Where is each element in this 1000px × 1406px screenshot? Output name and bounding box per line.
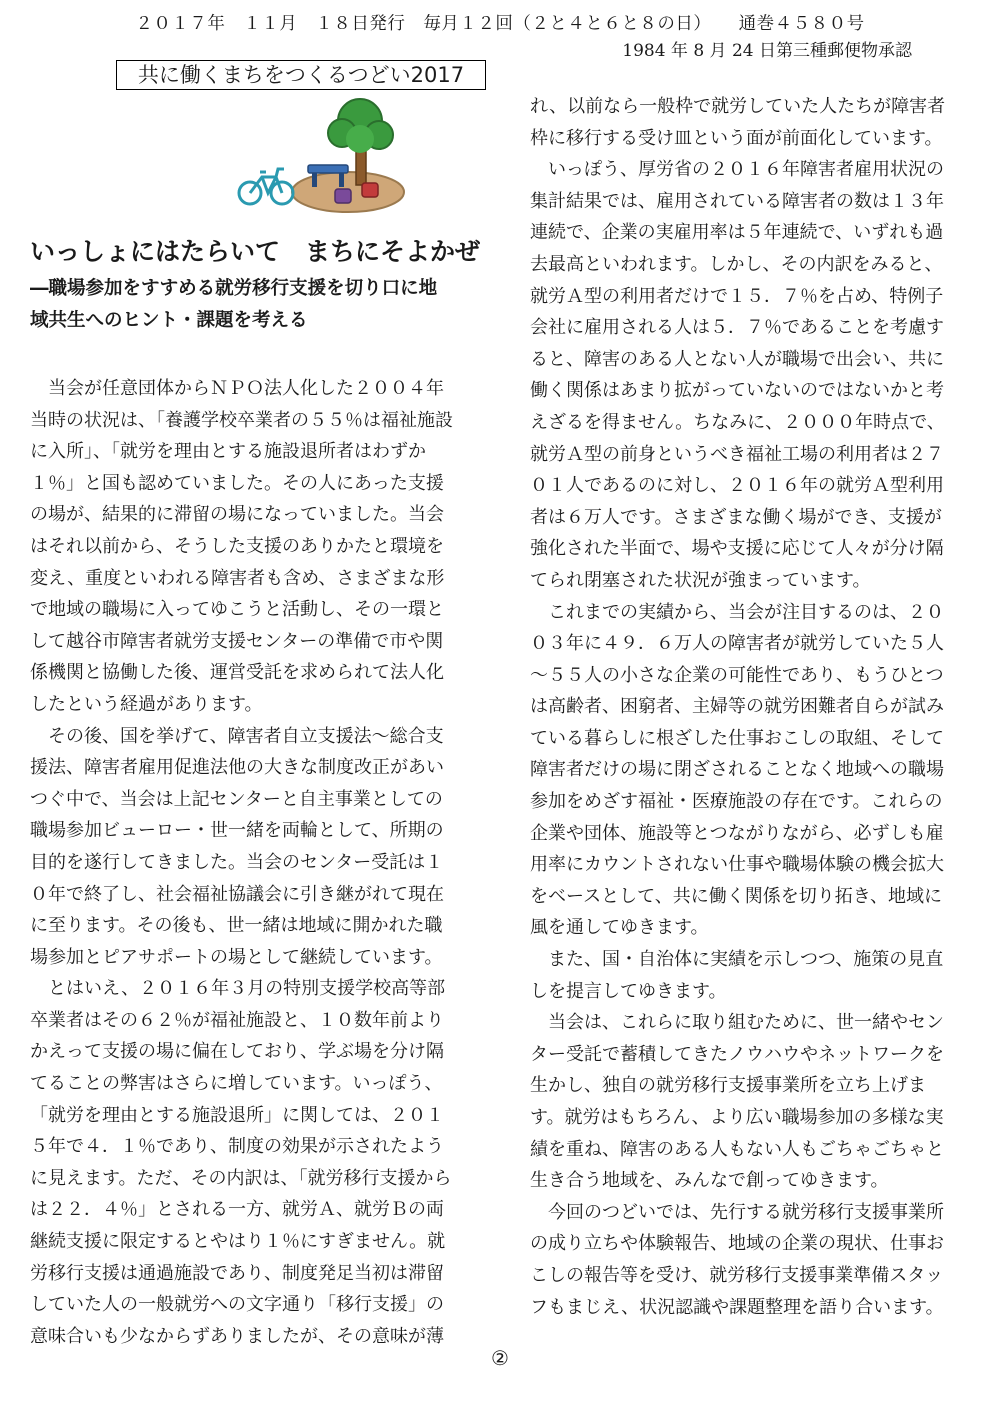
body-text-line: 継続支援に限定するとやはり１％にすぎません。就	[30, 1231, 446, 1253]
body-text-line: 就労Ａ型の前身というべき福祉工場の利用者は２７	[530, 443, 944, 465]
postal-approval: 1984 年 8 月 24 日第三種郵便物承認	[622, 41, 912, 61]
body-text-line: ５年で４．１％であり、制度の効果が示されたよう	[30, 1136, 444, 1158]
body-text-line: 枠に移行する受け皿という面が前面化しています。	[530, 127, 943, 149]
subtitle-line: 域共生へのヒント・課題を考える	[30, 310, 308, 331]
body-text-line: 用率にカウントされない仕事や職場体験の機会拡大	[530, 854, 944, 876]
body-text-line: 働く関係はあまり拡がっていないのではないかと考	[530, 380, 944, 402]
body-text-line: また、国・自治体に実績を示しつつ、施策の見直	[530, 949, 944, 971]
body-text-line: その後、国を挙げて、障害者自立支援法～総合支	[30, 725, 444, 747]
body-text-line: 参加をめざす福祉・医療施設の存在です。これらの	[530, 791, 943, 813]
body-text-line: はそれ以前から、そうした支援のありかたと環境を	[30, 535, 444, 557]
body-text-line: に至ります。その後も、世一緒は地域に開かれた職	[30, 915, 443, 937]
body-text-line: す。就労はもちろん、より広い職場参加の多様な実	[530, 1107, 944, 1128]
body-text-line: れ、以前なら一般枠で就労していた人たちが障害者	[530, 96, 946, 117]
body-text-line: ０年で終了し、社会福祉協議会に引き継がれて現在	[30, 883, 444, 905]
body-text-line: は２２．４％」とされる一方、就労Ａ、就労Ｂの両	[30, 1199, 444, 1221]
body-text-line: 生かし、独自の就労移行支援事業所を立ち上げま	[530, 1075, 926, 1097]
body-text-line: てられ閉塞された状況が強まっています。	[530, 569, 871, 591]
body-text-line: 「就労を理由とする施設退所」に関しては、２０１	[30, 1104, 444, 1126]
park-illustration	[236, 97, 406, 217]
body-text-line: をベースとして、共に働く関係を切り拓き、地域に	[530, 885, 943, 907]
body-text-line: 場参加とピアサポートの場として継続しています。	[30, 946, 443, 968]
body-text-line: 当会が任意団体からＮＰＯ法人化した２００４年	[30, 378, 444, 399]
body-text-line: 係機関と協働した後、運営受託を求められて法人化	[30, 662, 444, 684]
body-text-line: 目的を遂行してきました。当会のセンター受託は１	[30, 851, 444, 873]
body-text-line: １％」と国も認めていました。その人にあった支援	[30, 472, 444, 494]
body-text-line: していた人の一般就労への文字通り「移行支援」の	[30, 1294, 444, 1316]
body-text-line: ０１人であるのに対し、２０１６年の就労Ａ型利用	[530, 475, 944, 497]
article-body-right-column	[530, 91, 980, 1323]
body-text-line: 職場参加ビューロー・世一緒を両輪として、所期の	[30, 820, 444, 842]
body-text-line: フもまじえ、状況認識や課題整理を語り合います。	[530, 1296, 944, 1318]
body-text-line: の成り立ちや体験報告、地域の企業の現状、仕事お	[530, 1233, 944, 1255]
body-text-line: 集計結果では、雇用されている障害者の数は１３年	[530, 190, 944, 212]
body-text-line: 就労Ａ型の利用者だけで１５．７％を占め、特例子	[530, 285, 944, 307]
article-headline: いっしょにはたらいて まちにそよかぜ	[30, 237, 481, 266]
body-text-line: 意味合いも少なからずありましたが、その意味が薄	[30, 1325, 444, 1347]
event-title: 共に働くまちをつくるつどい2017	[116, 60, 486, 90]
body-text-line: に見えます。ただ、その内訳は、「就労移行支援から	[30, 1167, 452, 1189]
body-text-line: に入所」、「就労を理由とする施設退所者はわずか	[30, 441, 426, 463]
body-text-line: 生き合う地域を、みんなで創ってゆきます。	[530, 1170, 889, 1192]
body-text-line: 当時の状況は、「養護学校卒業者の５５％は福祉施設	[30, 409, 453, 431]
body-text-line: こしの報告等を受け、就労移行支援事業準備スタッ	[530, 1264, 944, 1286]
body-text-line: の場が、結果的に滞留の場になっていました。当会	[30, 504, 444, 526]
body-text-line: ～５５人の小さな企業の可能性であり、もうひとつ	[530, 664, 944, 686]
body-text-line: 援法、障害者雇用促進法他の大きな制度改正があい	[30, 757, 444, 779]
body-text-line: ０３年に４９．６万人の障害者が就労していた５人	[530, 633, 944, 655]
body-text-line: ると、障害のある人とない人が職場で出会い、共に	[530, 348, 944, 370]
body-text-line: 変え、重度といわれる障害者も含め、さまざまな形	[30, 567, 445, 589]
body-text-line: とはいえ、２０１６年３月の特別支援学校高等部	[30, 978, 446, 1000]
body-text-line: しを提言してゆきます。	[530, 980, 727, 1002]
body-text-line: 今回のつどいでは、先行する就労移行支援事業所	[530, 1201, 944, 1223]
body-text-line: 障害者だけの場に閉ざされることなく地域への職場	[530, 759, 944, 781]
body-text-line: 企業や団体、施設等とつながりながら、必ずしも雇	[530, 822, 944, 844]
body-text-line: で地域の職場に入ってゆこうと活動し、その一環と	[30, 599, 444, 621]
body-text-line: は高齢者、困窮者、主婦等の就労困難者自らが試み	[530, 696, 944, 718]
body-text-line: つぐ中で、当会は上記センターと自主事業としての	[30, 788, 443, 810]
body-text-line: ている暮らしに根ざした仕事おこしの取組、そして	[530, 727, 944, 749]
body-text-line: したという経過があります。	[30, 693, 263, 715]
body-text-line: して越谷市障害者就労支援センターの準備で市や関	[30, 630, 444, 652]
body-text-line: てることの弊害はさらに増しています。いっぽう、	[30, 1073, 443, 1095]
article-subtitle	[30, 273, 500, 337]
body-text-line: 卒業者はその６２％が福祉施設と、１０数年前より	[30, 1009, 444, 1031]
body-text-line: 風を通してゆきます。	[530, 917, 709, 939]
issue-info: ２０１７年 １１月 １８日発行 毎月１２回（２と４と６と８の日） 通巻４５８０号	[135, 14, 865, 34]
body-text-line: これまでの実績から、当会が注目するのは、２０	[530, 601, 944, 623]
article-body-left-column	[30, 373, 490, 1352]
body-text-line: 当会は、これらに取り組むために、世一緒やセン	[530, 1012, 944, 1034]
bicycle-icon	[239, 169, 293, 204]
page-number: ②	[491, 1346, 509, 1370]
body-text-line: えざるを得ません。ちなみに、２０００年時点で、	[530, 411, 945, 433]
body-text-line: 強化された半面で、場や支援に応じて人々が分け隔	[530, 538, 944, 560]
subtitle-line: ―職場参加をすすめる就労移行支援を切り口に地	[30, 278, 438, 299]
body-text-line: 会社に雇用される人は５．７％であることを考慮す	[530, 317, 944, 339]
body-text-line: 者は６万人です。さまざまな働く場ができ、支援が	[530, 506, 942, 528]
body-text-line: 連続で、企業の実雇用率は５年連続で、いずれも過	[530, 222, 944, 244]
body-text-line: かえって支援の場に偏在しており、学ぶ場を分け隔	[30, 1041, 444, 1063]
body-text-line: ター受託で蓄積してきたノウハウやネットワークを	[530, 1043, 944, 1065]
body-text-line: 績を重ね、障害のある人もない人もごちゃごちゃと	[530, 1138, 944, 1160]
body-text-line: いっぽう、厚労省の２０１６年障害者雇用状況の	[530, 159, 944, 181]
body-text-line: 去最高といわれます。しかし、その内訳をみると、	[530, 253, 943, 275]
body-text-line: 労移行支援は通過施設であり、制度発足当初は滞留	[30, 1262, 444, 1284]
